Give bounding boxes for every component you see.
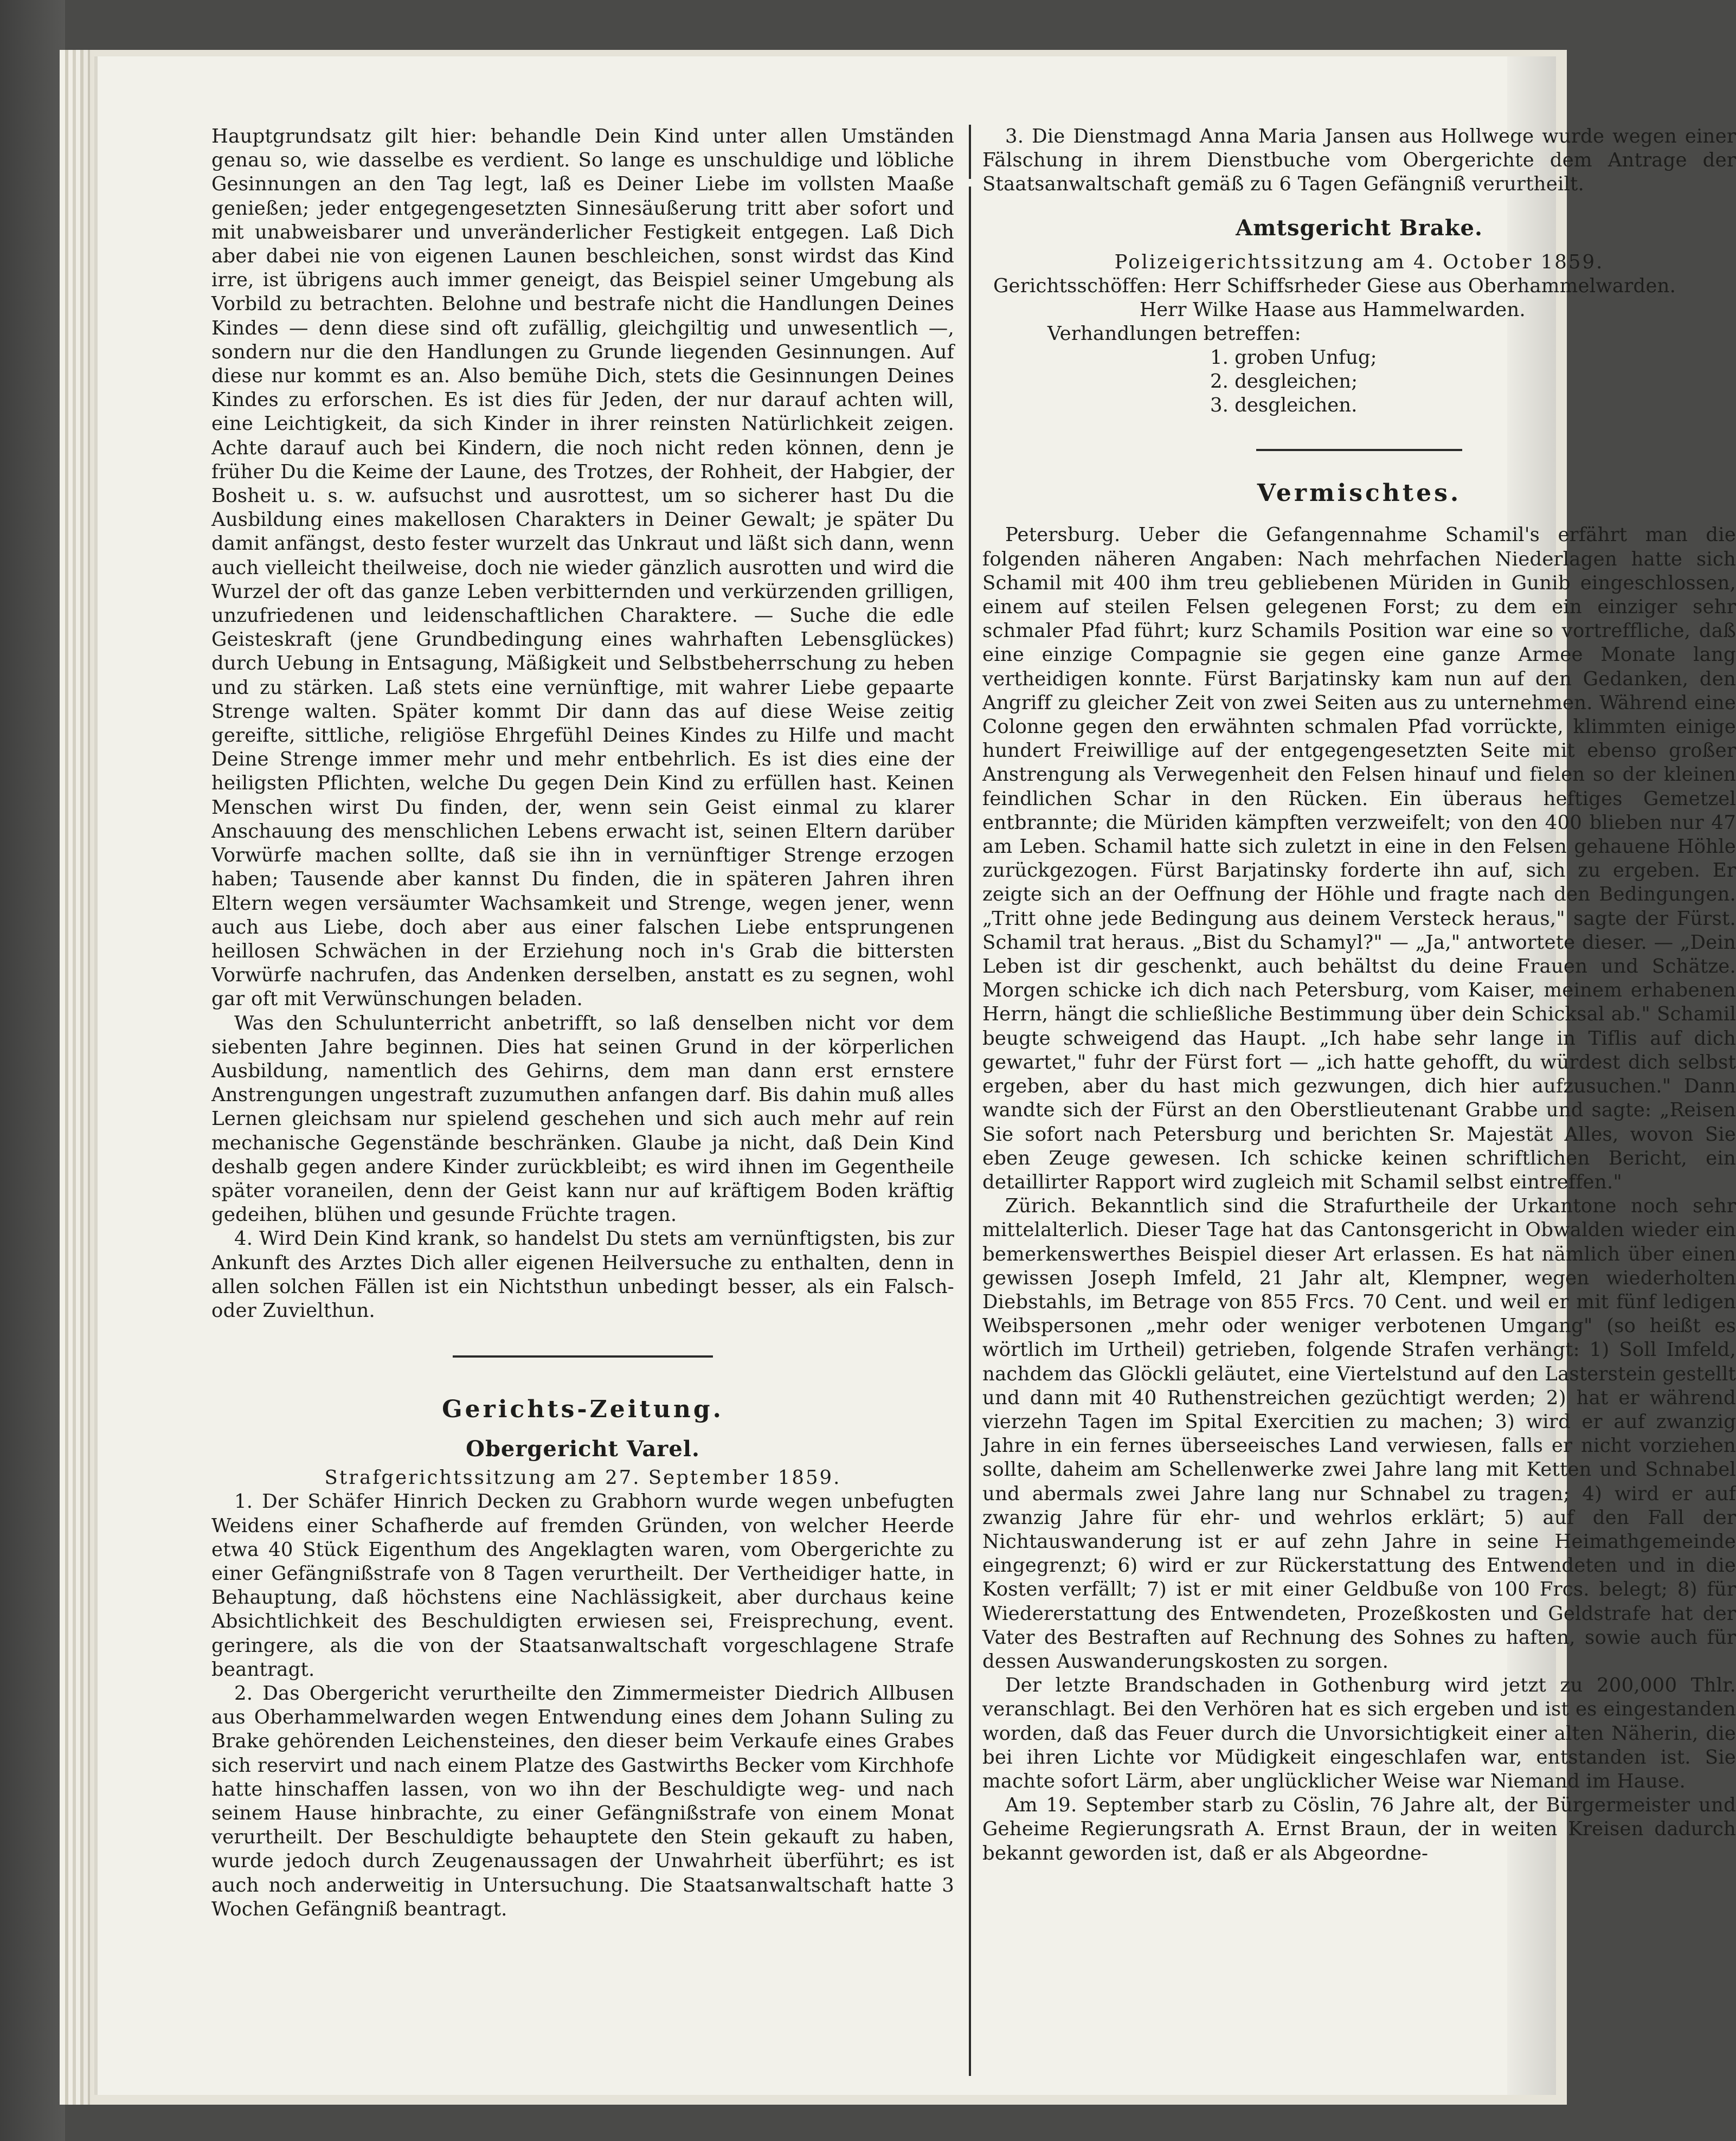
article-paragraph-2: Was den Schulunterricht anbetrifft, so laß denselben nicht vor dem siebenten Jahre beginnen. Dies hat seinen Grund in der körperlichen Ausbildung, namentlich des Gehirns, dem man dann erst ernstere Anstrengungen ungestraft zuzumuthen anfangen darf. Bis dahin muß alles Lernen gleichsam nur spielend geschehen und sich auch mehr auf rein mechanische Gegenstände beschränken. Glaube ja nicht, daß Dein Kind deshalb gegen andere Kinder zurückbleibt; es wird ihnen im Gegentheile später voraneilen, denn der Geist kann nur auf kräftigem Boden kräftig gedeihen, blühen und gesunde Früchte tragen. bbox=[211, 1012, 954, 1226]
proceedings-list bbox=[982, 346, 1736, 417]
proceedings-item: 3. desgleichen. bbox=[1210, 394, 1358, 417]
news-paragraph-zuerich: Zürich. Bekanntlich sind die Strafurtheile der Urkantone noch sehr mittelalterlich. Dieser Tage hat das Cantonsgericht in Obwalden wieder ein bemerkenswerthes Beispiel dieser Art erlassen. Es hat nämlich über einen gewissen Joseph Imfeld, 21 Jahr alt, Klempner, wegen wiederholten Diebstahls, im Betrage von 855 Frcs. 70 Cent. und weil er mit fünf ledigen Weibspersonen „mehr oder weniger verbotenen Umgang" (so heißt es wörtlich im Urtheil) getrieben, folgende Strafen verhängt: 1) Soll Imfeld, nachdem das Glöckli geläutet, eine Viertelstund auf den Lasterstein gestellt und dann mit 40 Ruthenstreichen gezüchtigt werden; 2) hat er während vierzehn Tagen im Spital Exercitien zu machen; 3) wird er auf zwanzig Jahre in ein fernes überseeisches Land verwiesen, falls er nicht vorziehen sollte, daheim am Schellenwerke zwei Jahre lang mit Ketten und Schnabel und abermals zwei Jahre lang nur Schnabel zu tragen; 4) wird er auf zwanzig Jahre für ehr- und wehrlos erklärt; 5) auf den Fall der Nichtauswanderung ist er auf zehn Jahre in seine Heimathgemeinde eingegrenzt; 6) wird er zur Rückerstattung des Entwendeten und in die Kosten verfällt; 7) ist er mit einer Geldbuße von 100 Frcs. belegt; 8) für Wiedererstattung des Entwendeten, Prozeßkosten und Geldstrafe hat der Vater des Bestraften auf Rechnung des Sohnes zu haften, sowie auch für dessen Auswanderungskosten zu sorgen. bbox=[982, 1195, 1736, 1673]
proceedings-item: 1. groben Unfug; bbox=[1210, 346, 1377, 369]
jurors-line-2: Herr Wilke Haase aus Hammelwarden. bbox=[1140, 299, 1526, 322]
left-column bbox=[211, 125, 954, 1921]
news-paragraph-coeslin: Am 19. September starb zu Cöslin, 76 Jahre alt, der Bürgermeister und Geheime Regierungsrath A. Ernst Braun, der in weiten Kreisen dadurch bekannt geworden ist, daß er als Abgeordne- bbox=[982, 1794, 1736, 1864]
column-divider-top bbox=[969, 125, 971, 179]
news-paragraph-gothenburg: Der letzte Brandschaden in Gothenburg wird jetzt zu 200,000 Thlr. veranschlagt. Bei den Verhören hat es sich ergeben und ist es eingestanden worden, daß das Feuer durch die Unvorsichtigkeit einer alten Näherin, die bei ihren Lichte vor Müdigkeit eingeschlafen war, entstanden ist. Sie machte sofort Lärm, aber unglücklicher Weise war Niemand im Hause. bbox=[982, 1674, 1736, 1792]
session-line-amtsgericht: Polizeigerichtssitzung am 4. October 1859. bbox=[1114, 250, 1604, 273]
section-title-gerichtszeitung: Gerichts-Zeitung. bbox=[442, 1396, 724, 1424]
section-title-vermischtes: Vermischtes. bbox=[1257, 479, 1462, 507]
right-column bbox=[982, 125, 1736, 1866]
session-line-obergericht: Strafgerichtssitzung am 27. September 1859. bbox=[324, 1467, 841, 1489]
court-title-amtsgericht: Amtsgericht Brake. bbox=[1236, 215, 1483, 241]
proceedings-item: 2. desgleichen; bbox=[1210, 370, 1358, 393]
proceedings-label: Verhandlungen betreffen: bbox=[1047, 323, 1301, 345]
court-title-obergericht: Obergericht Varel. bbox=[466, 1436, 700, 1462]
jurors-line-1: Gerichtsschöffen: Herr Schiffsrheder Giese aus Oberhammelwarden. bbox=[993, 274, 1676, 297]
article-paragraph-3: 4. Wird Dein Kind krank, so handelst Du stets am vernünftigsten, bis zur Ankunft des Arztes Dich aller eigenen Heilversuche zu enthalten, denn in allen solchen Fällen ist ein Nichtsthun unbedingt besser, als ein Falsch- oder Zuvielthun. bbox=[211, 1227, 954, 1322]
newspaper-page bbox=[98, 56, 1736, 2095]
scanner-background bbox=[0, 0, 65, 2141]
article-paragraph-1: Hauptgrundsatz gilt hier: behandle Dein Kind unter allen Umständen genau so, wie dasselbe es verdient. So lange es unschuldige und löbliche Gesinnungen an den Tag legt, laß es Deiner Liebe im vollsten Maaße genießen; jeder entgegengesetzten Sinnesäußerung tritt aber sofort und mit unabweisbarer und unveränderlicher Festigkeit entgegen. Laß Dich aber dabei nie von eigenen Launen beschleichen, sonst wirdst das Kind irre, ist übrigens auch immer geneigt, das Beispiel seiner Umgebung als Vorbild zu betrachten. Belohne und bestrafe nicht die Handlungen Deines Kindes — denn diese sind oft zufällig, gleichgiltig und unwesentlich —, sondern nur die den Handlungen zu Grunde liegenden Gesinnungen. Auf diese nur kommt es an. Also bemühe Dich, stets die Gesinnungen Deines Kindes zu erforschen. Es ist dies für Jeden, der nur darauf achten will, eine Leichtigkeit, da sich Kinder in ihrer reinsten Natürlichkeit zeigen. Achte darauf auch bei Kindern, die noch nicht reden können, denn je früher Du die Keime der Laune, des Trotzes, der Rohheit, der Habgier, der Bosheit u. s. w. aufsuchst und ausrottest, um so sicherer hast Du die Ausbildung eines makellosen Charakters in Deiner Gewalt; je später Du damit anfängst, desto fester wurzelt das Unkraut und läßt sich dann, wenn auch vielleicht theilweise, doch nie wieder gänzlich ausrotten und wird die Wurzel der oft das ganze Leben verbitternden und verkürzenden grilligen, unzufriedenen und leidenschaftlichen Charaktere. — Suche die edle Geisteskraft (jene Grundbedingung eines wahrhaften Lebensglückes) durch Uebung in Entsagung, Mäßigkeit und Selbstbeherrschung zu heben und zu stärken. Laß stets eine vernünftige, mit wahrer Liebe gepaarte Strenge walten. Später kommt Dir dann das auf diese Weise zeitig gereifte, sittliche, religiöse Ehrgefühl Deines Kindes zu Hilfe und macht Deine Strenge immer mehr und mehr entbehrlich. Es ist dies eine der heiligsten Pflichten, welche Du gegen Dein Kind zu erfüllen hast. Keinen Menschen wirst Du finden, der, wenn sein Geist einmal zu klarer Anschauung des menschlichen Lebens erwacht ist, seinen Eltern darüber Vorwürfe machen sollte, daß sie ihn in vernünftiger Strenge erzogen haben; Tausende aber kannst Du finden, die in späteren Jahren ihren Eltern wegen versäumter Wachsamkeit und Strenge, wegen jener, wenn auch aus Liebe, doch aber aus einer falschen Liebe entsprungenen heillosen Schwächen in der Erziehung noch in's Grab die bittersten Vorwürfe nachrufen, das Andenken derselben, anstatt es zu segnen, wohl gar oft mit Verwünschungen beladen. bbox=[211, 125, 954, 1011]
court-paragraph-3: 3. Die Dienstmagd Anna Maria Jansen aus Hollwege wurde wegen einer Fälschung in ihrem Dienstbuche vom Obergerichte dem Antrage der Staatsanwaltschaft gemäß zu 6 Tagen Gefängniß verurtheilt. bbox=[982, 125, 1736, 196]
news-paragraph-petersburg: Petersburg. Ueber die Gefangennahme Schamil's erfährt man die folgenden näheren Angaben: Nach mehrfachen Niederlagen hatte sich Schamil mit 400 ihm treu gebliebenen Müriden in Gunib eingeschlossen, einem auf steilen Felsen gelegenen Forst; zu dem ein einziger sehr schmaler Pfad führt; kurz Schamils Position war eine so vortreffliche, daß eine einzige Compagnie sie gegen eine ganze Armee Monate lang vertheidigen konnte. Fürst Barjatinsky kam nun auf den Gedanken, den Angriff zu gleicher Zeit von zwei Seiten aus zu unternehmen. Während eine Colonne gegen den erwähnten schmalen Pfad vorrückte, klimmten einige hundert Freiwillige auf der entgegengesetzten Seite mit ebenso großer Anstrengung als Verwegenheit den Felsen hinauf und fielen so der kleinen feindlichen Schar in den Rücken. Ein überaus heftiges Gemetzel entbrannte; die Müriden kämpften verzweifelt; von den 400 blieben nur 47 am Leben. Schamil hatte sich zuletzt in eine in den Felsen gehauene Höhle zurückgezogen. Fürst Barjatinsky forderte ihn auf, sich zu ergeben. Er zeigte sich an der Oeffnung der Höhle und fragte nach den Bedingungen. „Tritt ohne jede Bedingung aus deinem Versteck heraus," sagte der Fürst. Schamil trat heraus. „Bist du Schamyl?" — „Ja," antwortete dieser. — „Dein Leben ist dir geschenkt, auch behältst du deine Frauen und Schätze. Morgen schicke ich dich nach Petersburg, vom Kaiser, meinem erhabenen Herrn, hängt die schließliche Bestimmung über dein Schicksal ab." Schamil beugte schweigend das Haupt. „Ich habe sehr lange in Tiflis auf dich gewartet," fuhr der Fürst fort — „ich hatte gehofft, du würdest dich selbst ergeben, aber du hast mich gezwungen, dich hier aufzusuchen." Dann wandte sich der Fürst an den Oberstlieutenant Grabbe und sagte: „Reisen Sie sofort nach Petersburg und berichten Sr. Majestät Alles, wovon Sie eben Zeuge gewesen. Ich schicke keinen schriftlichen Bericht, ein detaillirter Rapport wird zugleich mit Schamil selbst eintreffen." bbox=[982, 524, 1736, 1193]
court-paragraph-2: 2. Das Obergericht verurtheilte den Zimmermeister Diedrich Allbusen aus Oberhammelwarden wegen Entwendung eines dem Johann Suling zu Brake gehörenden Leichensteines, den dieser beim Verkaufe eines Grabes sich reservirt und nach einem Platze des Gastwirths Becker vom Kirchhofe hatte hinschaffen lassen, von wo ihn der Beschuldigte weg- und nach seinem Hause hinbrachte, zu einer Gefängnißstrafe von einem Monat verurtheilt. Der Beschuldigte behauptete den Stein gekauft zu haben, wurde jedoch durch Zeugenaussagen der Unwahrheit überführt; es ist auch noch anderweitig in Untersuchung. Die Staatsanwaltschaft hatte 3 Wochen Gefängniß beantragt. bbox=[211, 1682, 954, 1920]
column-divider bbox=[969, 187, 971, 2076]
court-paragraph-1: 1. Der Schäfer Hinrich Decken zu Grabhorn wurde wegen unbefugten Weidens einer Schafherde auf fremden Gründen, von welcher Heerde etwa 40 Stück Eigenthum des Angeklagten waren, vom Obergerichte zu einer Gefängnißstrafe von 8 Tagen verurtheilt. Der Vertheidiger hatte, in Behauptung, daß höchstens eine Nachlässigkeit, aber durchaus keine Absichtlichkeit des Beschuldigten erwiesen sei, Freisprechung, event. geringere, als die von der Staatsanwaltschaft vorgeschlagene Strafe beantragt. bbox=[211, 1490, 954, 1681]
